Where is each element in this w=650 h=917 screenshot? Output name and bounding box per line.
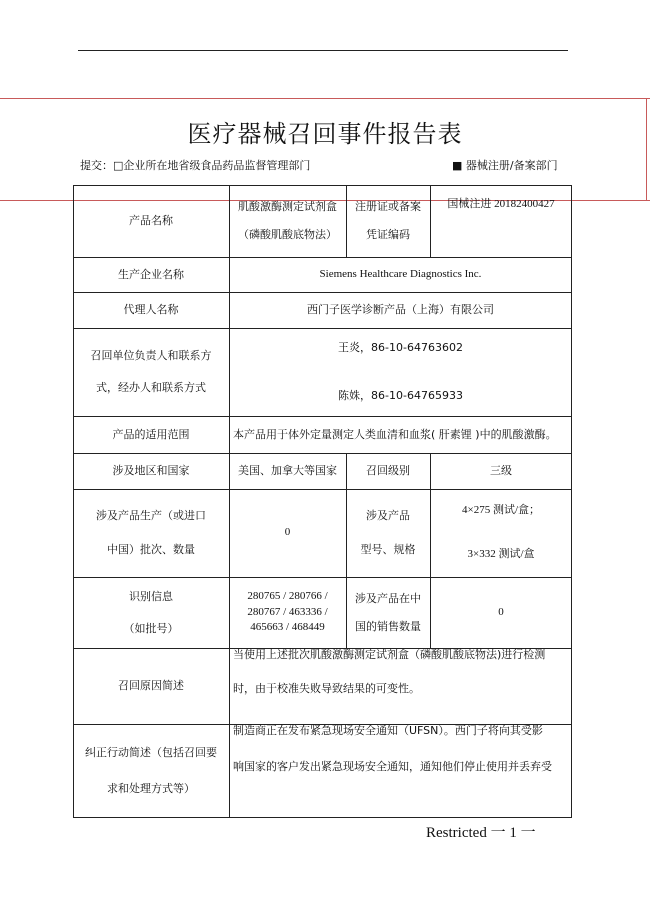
scope-value	[229, 416, 572, 453]
reason-line1: 当使用上述批次肌酸激酶测定试剂盒（磷酸肌酸底物法)进行检测	[233, 648, 546, 661]
product-name-line1: 肌酸激酶测定试剂盒	[238, 200, 337, 214]
batch-value-text: 0	[284, 526, 291, 539]
agent-label	[73, 292, 229, 328]
china-sales-value-text: 0	[498, 605, 504, 618]
top-rule	[78, 50, 568, 51]
contact-label-line1: 召回单位负责人和联系方	[90, 349, 212, 363]
china-sales-label-line1: 涉及产品在中	[355, 591, 421, 605]
registration-value-text: 国械注进 20182400427	[447, 198, 555, 211]
reason-line2: 时，由于校准失败导致结果的可变性。	[233, 681, 420, 695]
manufacturer-label-text: 生产企业名称	[118, 267, 184, 281]
action-line1: 制造商正在发布紧急现场安全通知（UFSN）。西门子将向其受影	[233, 724, 543, 737]
batch-label-line1: 涉及产品生产（或进口	[96, 509, 206, 523]
manufacturer-value	[229, 257, 572, 292]
recall-level-value	[430, 453, 572, 489]
china-sales-label-line2: 国的销售数量	[355, 619, 421, 633]
lot-line1: 280765 / 280766 /	[247, 589, 328, 602]
registration-label-line1: 注册证或备案	[355, 200, 421, 214]
id-info-value	[229, 577, 346, 648]
model-label	[346, 489, 430, 577]
model-value-line1: 4×275 测试/盒；	[461, 504, 540, 517]
region-label-text: 涉及地区和国家	[112, 464, 190, 478]
scope-label	[73, 416, 229, 453]
registration-label	[346, 185, 430, 257]
page-footer: Restricted 一 1 一	[426, 825, 536, 841]
reason-label	[73, 648, 229, 724]
product-name-line2: （磷酸肌酸底物法）	[238, 228, 337, 241]
model-label-line1: 涉及产品	[366, 509, 410, 523]
batch-label-line2: 中国）批次、数量	[107, 543, 195, 556]
contact-label	[73, 328, 229, 416]
recall-level-label	[346, 453, 430, 489]
model-value-line2: 3×332 测试/盒	[467, 548, 535, 560]
recall-level-value-text: 三级	[490, 464, 512, 478]
action-label-line1: 纠正行动简述（包括召回要	[85, 746, 217, 760]
recall-level-label-text: 召回级别	[366, 464, 410, 478]
contact-value-line2: 陈姝，86-10-64765933	[338, 389, 463, 402]
contact-label-line2: 式，经办人和联系方式	[96, 381, 206, 394]
china-sales-value	[430, 577, 572, 648]
scope-label-text: 产品的适用范围	[112, 427, 190, 441]
registration-label-line2: 凭证编码	[366, 228, 410, 241]
registration-value	[430, 185, 572, 225]
action-label	[73, 724, 229, 818]
lot-line3: 465663 / 468449	[250, 621, 325, 634]
product-name-label	[73, 185, 229, 257]
submit-to-right: ■ 器械注册/备案部门	[452, 159, 558, 172]
batch-label	[73, 489, 229, 577]
region-label	[73, 453, 229, 489]
scope-value-text: 本产品用于体外定量测定人类血清和血浆( 肝素锂 )中的肌酸激酶。	[233, 427, 557, 441]
manufacturer-value-text: Siemens Healthcare Diagnostics Inc.	[319, 267, 482, 280]
agent-label-text: 代理人名称	[123, 303, 179, 317]
id-info-label-line1: 识别信息	[129, 589, 173, 603]
product-name-value	[229, 185, 346, 257]
model-value	[430, 489, 572, 577]
action-value	[229, 724, 572, 818]
submit-to-left: 提交：□企业所在地省级食品药品监督管理部门	[80, 159, 311, 172]
batch-value	[229, 489, 346, 577]
id-info-label	[73, 577, 229, 648]
reason-label-text: 召回原因简述	[118, 679, 184, 693]
contact-value	[229, 328, 572, 416]
agent-value	[229, 292, 572, 328]
region-value	[229, 453, 346, 489]
product-name-label-text: 产品名称	[129, 214, 173, 228]
agent-value-text: 西门子医学诊断产品（上海）有限公司	[307, 303, 494, 317]
action-label-line2: 求和处理方式等）	[107, 782, 195, 795]
action-line2: 响国家的客户发出紧急现场安全通知，通知他们停止使用并丢弃受	[233, 759, 552, 773]
model-label-line2: 型号、规格	[360, 543, 416, 556]
reason-value	[229, 648, 572, 724]
page-title: 医疗器械召回事件报告表	[187, 120, 463, 148]
contact-value-line1: 王炎，86-10-64763602	[338, 341, 463, 355]
china-sales-label	[346, 577, 430, 648]
lot-line2: 280767 / 463336 /	[247, 605, 328, 618]
manufacturer-label	[73, 257, 229, 292]
region-value-text: 美国、加拿大等国家	[238, 464, 337, 478]
id-info-label-line2: （如批号）	[123, 621, 179, 635]
